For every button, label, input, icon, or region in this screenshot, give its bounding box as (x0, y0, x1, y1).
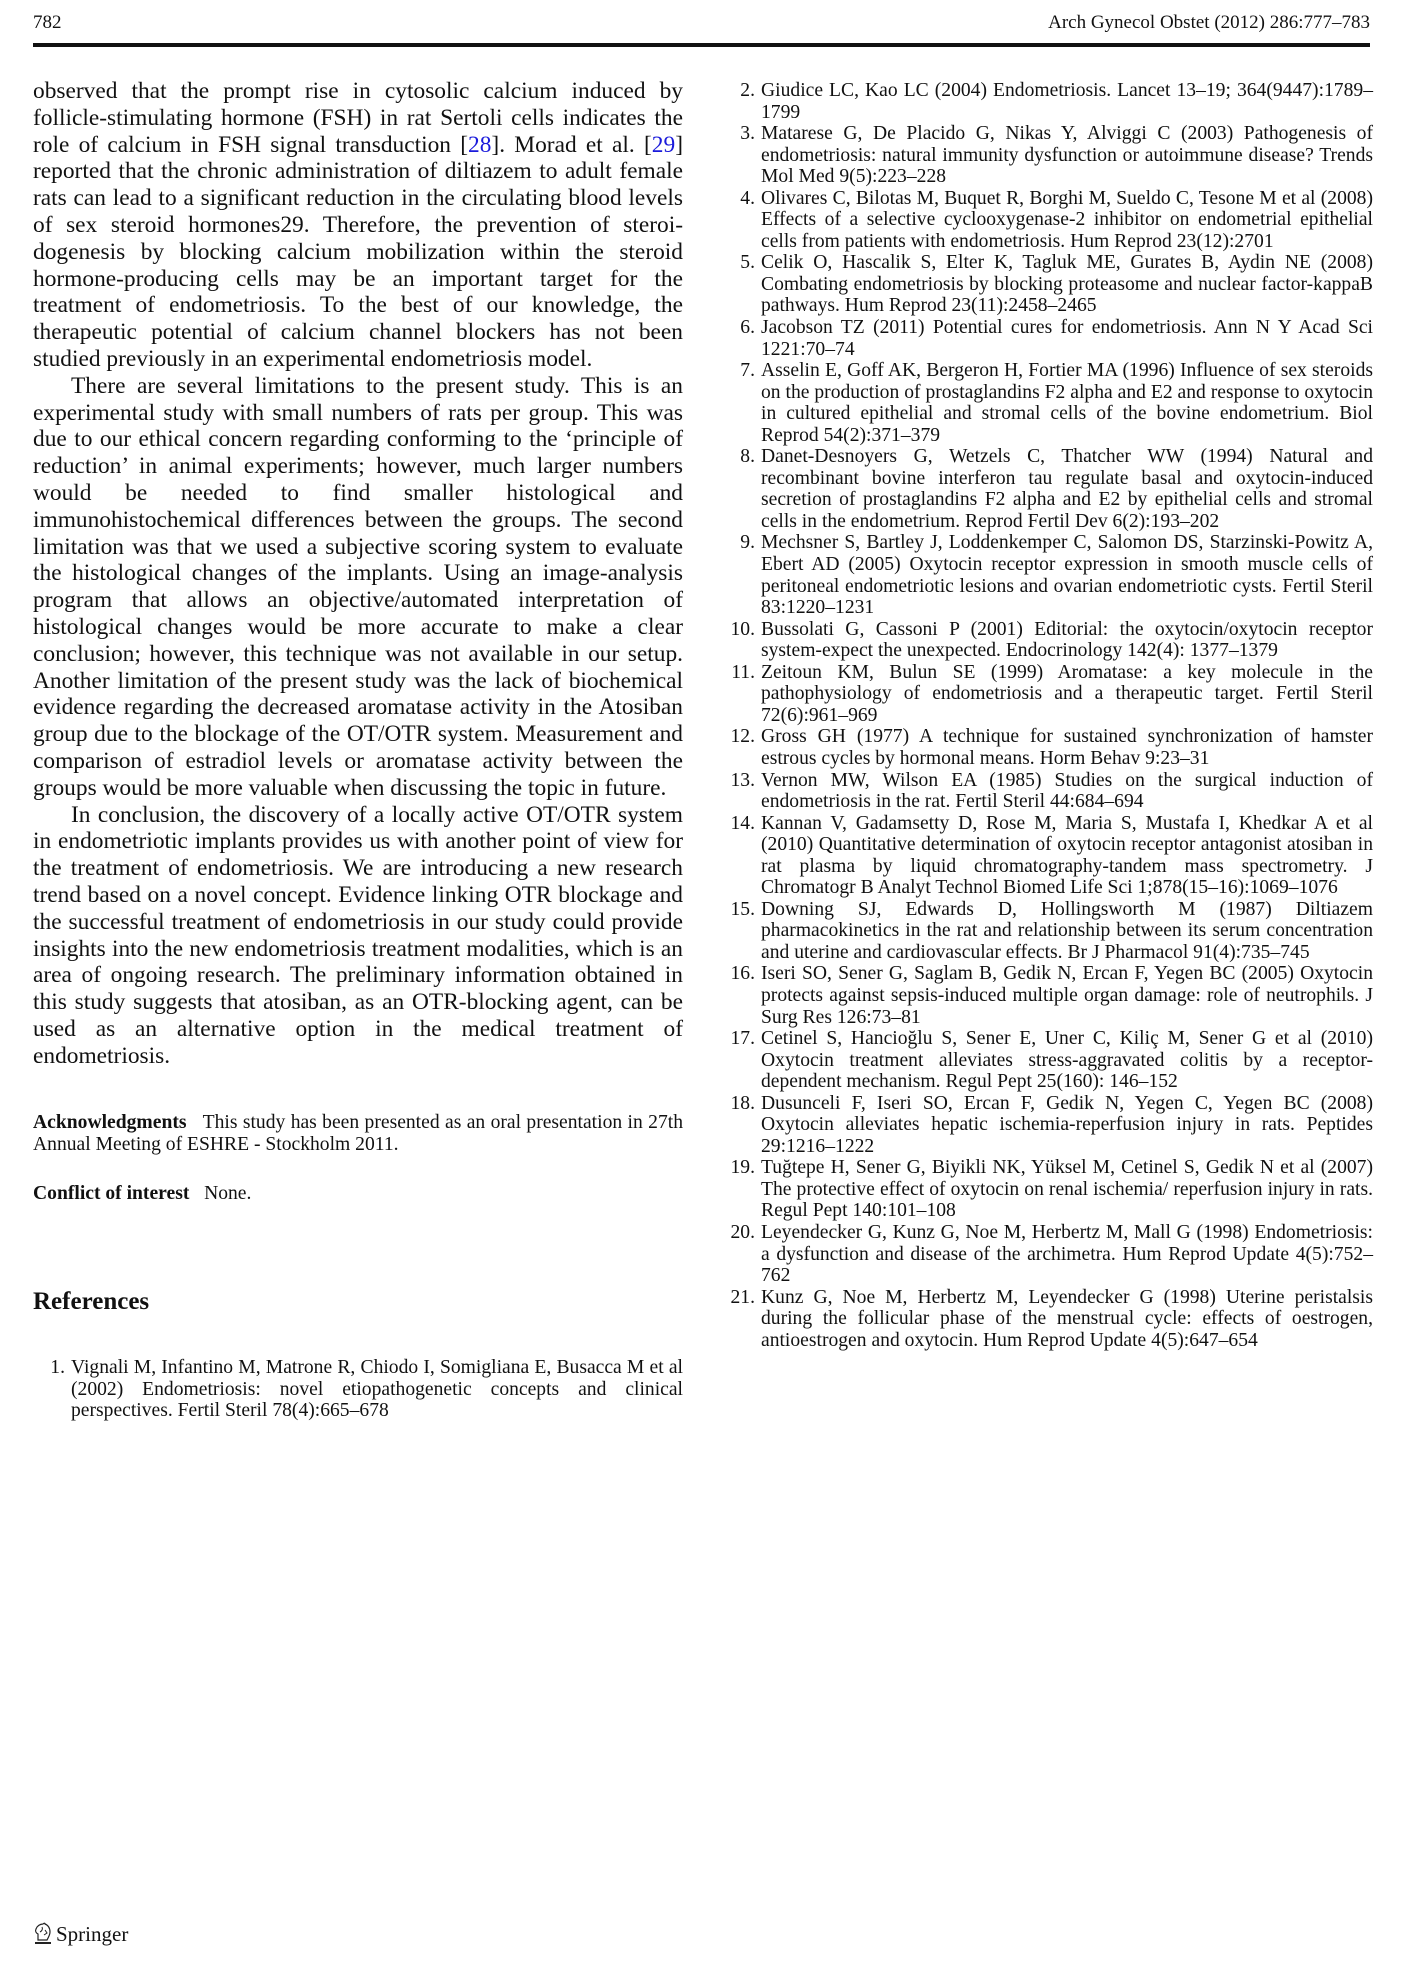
reference-item-17 (723, 1028, 1373, 1093)
reference-number: 15. (730, 898, 755, 920)
reference-item-14 (723, 813, 1373, 899)
reference-text: Jacobson TZ (2011) Potential cures for endometriosis. Ann N Y Acad Sci 1221:70–74 (761, 317, 1373, 360)
reference-number: 12. (730, 726, 755, 748)
reference-text: Vignali M, Infantino M, Matrone R, Chiodo I, Somigliana E, Busacca M et al (2002) Endometriosis: novel etiopathogenetic concepts and clinical perspectives. Fertil Steril 78(4):665–678 (71, 1357, 683, 1422)
reference-number: 5. (740, 252, 755, 274)
conflict-of-interest (33, 1183, 683, 1205)
reference-item-19 (723, 1157, 1373, 1222)
reference-list-left (33, 1357, 683, 1422)
reference-number: 20. (730, 1221, 755, 1243)
reference-text: Matarese G, De Placido G, Nikas Y, Alviggi C (2003) Pathogenesis of endometriosis: natural immunity dysfunction or autoimmune disease? Trends Mol Med 9(5):223–228 (761, 123, 1373, 188)
citation-link-28[interactable]: 28 (468, 131, 492, 158)
references-heading: References (33, 1288, 150, 1316)
reference-number: 3. (740, 123, 755, 145)
reference-number: 9. (740, 532, 755, 554)
journal-citation: Arch Gynecol Obstet (2012) 286:777–783 (1048, 12, 1370, 33)
reference-text: Tuğtepe H, Sener G, Biyikli NK, Yüksel M, Cetinel S, Gedik N et al (2007) The protective effect of oxytocin on renal ischemia/ reperfusion injury in rats. Regul Pept 140:101–108 (761, 1157, 1373, 1222)
reference-number: 13. (730, 769, 755, 791)
reference-item-11 (723, 662, 1373, 727)
reference-text: Olivares C, Bilotas M, Buquet R, Borghi M, Sueldo C, Tesone M et al (2008) Effects of a selective cyclooxygenase-2 inhibitor on endometrial epithelial cells from patients with endometriosis. Hum Reprod 23(12):2701 (761, 187, 1373, 252)
reference-item-21 (723, 1287, 1373, 1352)
reference-item-4 (723, 188, 1373, 253)
reference-number: 10. (730, 618, 755, 640)
reference-item-3 (723, 123, 1373, 188)
reference-number: 18. (730, 1092, 755, 1114)
reference-item-18 (723, 1093, 1373, 1158)
reference-text: Zeitoun KM, Bulun SE (1999) Aromatase: a key molecule in the pathophysiology of endometriosis and a therapeutic target. Fertil Steril 72(6):961–969 (761, 661, 1373, 726)
reference-text: Danet-Desnoyers G, Wetzels C, Thatcher WW (1994) Natural and recombinant bovine interferon tau regulate basal and oxytocin-induced secretion of prostaglandins F2 alpha and E2 by epithelial cells and stromal cells in the endometrium. Reprod Fertil Dev 6(2):193–202 (761, 446, 1373, 532)
reference-number: 14. (730, 812, 755, 834)
reference-text: Mechsner S, Bartley J, Loddenkemper C, Salomon DS, Starzinski-Powitz A, Ebert AD (2005) Oxytocin receptor expression in smooth muscle cells of peritoneal endometriotic lesions and ovarian endometriotic cysts. Fertil Steril 83:1220–1231 (761, 532, 1373, 619)
reference-list-right (723, 80, 1373, 1351)
reference-text: Iseri SO, Sener G, Saglam B, Gedik N, Ercan F, Yegen BC (2005) Oxytocin protects against sepsis-induced multiple organ damage: role of neutrophils. J Surg Res 126:73–81 (761, 963, 1373, 1028)
reference-number: 11. (731, 661, 755, 683)
reference-number: 21. (730, 1286, 755, 1308)
left-column (33, 78, 683, 1422)
conflict-of-interest-text: None. (204, 1182, 252, 1204)
reference-item-7 (723, 360, 1373, 446)
reference-number: 6. (740, 317, 755, 339)
reference-item-20 (723, 1222, 1373, 1287)
paragraph-text: ]. Morad et al. [ (491, 131, 652, 158)
reference-item-10 (723, 619, 1373, 662)
reference-item-15 (723, 899, 1373, 964)
reference-text: Kunz G, Noe M, Herbertz M, Leyendecker G (1998) Uterine peristalsis during the follicular phase of the menstrual cycle: effects of oestrogen, antioestrogen and oxytocin. Hum Reprod Update 4(5):647–654 (761, 1286, 1373, 1351)
right-column (723, 80, 1373, 1351)
reference-text: Asselin E, Goff AK, Bergeron H, Fortier MA (1996) Influence of sex steroids on the production of prostaglandins F2 alpha and E2 and response to oxytocin in cultured epithelial and stromal cells of the bovine endometrium. Biol Reprod 54(2):371–379 (761, 360, 1373, 446)
reference-item-1 (33, 1357, 683, 1422)
reference-number: 19. (730, 1157, 755, 1179)
citation-link-29[interactable]: 29 (651, 131, 676, 158)
reference-number: 17. (730, 1028, 755, 1050)
reference-item-2 (723, 80, 1373, 123)
body-paragraph-1 (33, 78, 683, 373)
reference-text: Dusunceli F, Iseri SO, Ercan F, Gedik N, Yegen C, Yegen BC (2008) Oxytocin alleviates hepatic ischemia-reperfusion injury in rats. Peptides 29:1216–1222 (761, 1092, 1373, 1157)
reference-item-6 (723, 317, 1373, 360)
reference-item-5 (723, 252, 1373, 317)
reference-number: 2. (740, 80, 755, 101)
body-paragraph-conclusion: In conclusion, the discovery of a locally active OT/OTR system in endometriotic implants provides us with another point of view for the treatment of endometriosis. We are introducing a new research trend based on a novel concept. Evidence linking OTR blockage and the successful treatment of endometriosis in our study could provide insights into the new endometriosis treatment modalities, which is an area of ongoing research. The preliminary information obtained in this study suggests that atosiban, as an OTR-blocking agent, can be used as an alternative option in the medical treatment of endometriosis. (33, 801, 683, 1069)
reference-number: 7. (740, 360, 755, 382)
reference-text: Celik O, Hascalik S, Elter K, Tagluk ME, Gurates B, Aydin NE (2008) Combating endometriosis by blocking proteasome and nuclear factor-kappaB pathways. Hum Reprod 23(11):2458–2465 (761, 252, 1373, 317)
reference-text: Leyendecker G, Kunz G, Noe M, Herbertz M, Mall G (1998) Endometriosis: a dysfunction and disease of the archimetra. Hum Reprod Update 4(5):752–762 (761, 1221, 1373, 1287)
acknowledgments-label: Acknowledgments (33, 1112, 187, 1134)
running-header (33, 10, 1370, 46)
acknowledgments-text: This study has been presented as an oral presentation in 27th Annual Meeting of ESHRE - Stockholm 2011. (33, 1112, 683, 1156)
page-number: 782 (33, 12, 62, 33)
header-rule (33, 43, 1370, 47)
conflict-of-interest-label: Conflict of interest (33, 1182, 190, 1204)
publisher-name: Springer (56, 1922, 129, 1946)
paragraph-text: ] reported that the chronic administration of diltiazem to adult female rats can lead to a significant reduction in the circulating blood levels of sex steroid hormones29. Therefore, the prevention of steroidogenesis by blocking calcium mobilization within the steroid hormone-producing cells may be an important target for the treatment of endometriosis. To the best of our knowledge, the therapeutic potential of calcium channel blockers has not been studied previously in an experimental endometriosis model. (33, 131, 683, 372)
springer-knight-icon (33, 1921, 53, 1947)
reference-text: Vernon MW, Wilson EA (1985) Studies on the surgical induction of endometriosis in the rat. Fertil Steril 44:684–694 (761, 769, 1373, 813)
reference-number: 4. (740, 187, 755, 209)
page-footer (33, 1921, 128, 1947)
reference-text: Downing SJ, Edwards D, Hollingsworth M (1987) Diltiazem pharmacokinetics in the rat and relationship between its serum concentration and uterine and cardiovascular effects. Br J Pharmacol 91(4):735–745 (761, 898, 1373, 963)
reference-item-13 (723, 770, 1373, 813)
acknowledgments (33, 1112, 683, 1155)
reference-text: Gross GH (1977) A technique for sustained synchronization of hamster estrous cycles by hormonal means. Horm Behav 9:23–31 (761, 726, 1373, 769)
reference-item-8 (723, 446, 1373, 532)
reference-text: Kannan V, Gadamsetty D, Rose M, Maria S, Mustafa I, Khedkar A et al (2010) Quantitative determination of oxytocin receptor antagonist atosiban in rat plasma by liquid chromatography-tandem mass spectrometry. J Chromatogr B Analyt Technol Biomed Life Sci 1;878(15–16):1069–1076 (761, 812, 1373, 899)
paragraph-text: observed that the prompt rise in cytosolic calcium induced by follicle-stimulating hormone (FSH) in rat Sertoli cells indicates the role of calcium in FSH signal transduction [ (33, 78, 683, 158)
reference-text: Bussolati G, Cassoni P (2001) Editorial: the oxytocin/oxytocin receptor system-expect the unexpected. Endocrinology 142(4): 1377–1379 (761, 618, 1373, 662)
reference-item-16 (723, 963, 1373, 1028)
reference-number: 16. (730, 963, 755, 985)
reference-number: 8. (740, 446, 755, 468)
reference-text: Giudice LC, Kao LC (2004) Endometriosis. Lancet 13–19; 364(9447):1789–1799 (761, 80, 1373, 123)
body-paragraph-limitations: There are several limitations to the present study. This is an experimental study with small numbers of rats per group. This was due to our ethical concern regarding conforming to the ‘principle of reduction’ in animal experiments; however, much larger numbers would be needed to find smaller histological and immunohistochemical differences between the groups. The second limitation was that we used a subjective scoring system to evaluate the histological changes of the implants. Using an image-analysis program that allows an objective/automated interpretation of histological changes would be more accurate to make a clear conclusion; however, this technique was not available in our setup. Another limitation of the present study was the lack of biochemical evidence regarding the decreased aromatase activity in the Atosiban group due to the blockage of the OT/OTR system. Measurement and comparison of estradiol levels or aromatase activity between the groups would be more valuable when discussing the topic in future. (33, 372, 683, 801)
reference-text: Cetinel S, Hancioğlu S, Sener E, Uner C, Kiliç M, Sener G et al (2010) Oxytocin treatment alleviates stress-aggravated colitis by a receptor-dependent mechanism. Regul Pept 25(160): 146–152 (761, 1028, 1373, 1093)
reference-item-9 (723, 532, 1373, 618)
reference-number: 1. (50, 1357, 65, 1379)
reference-item-12 (723, 726, 1373, 769)
